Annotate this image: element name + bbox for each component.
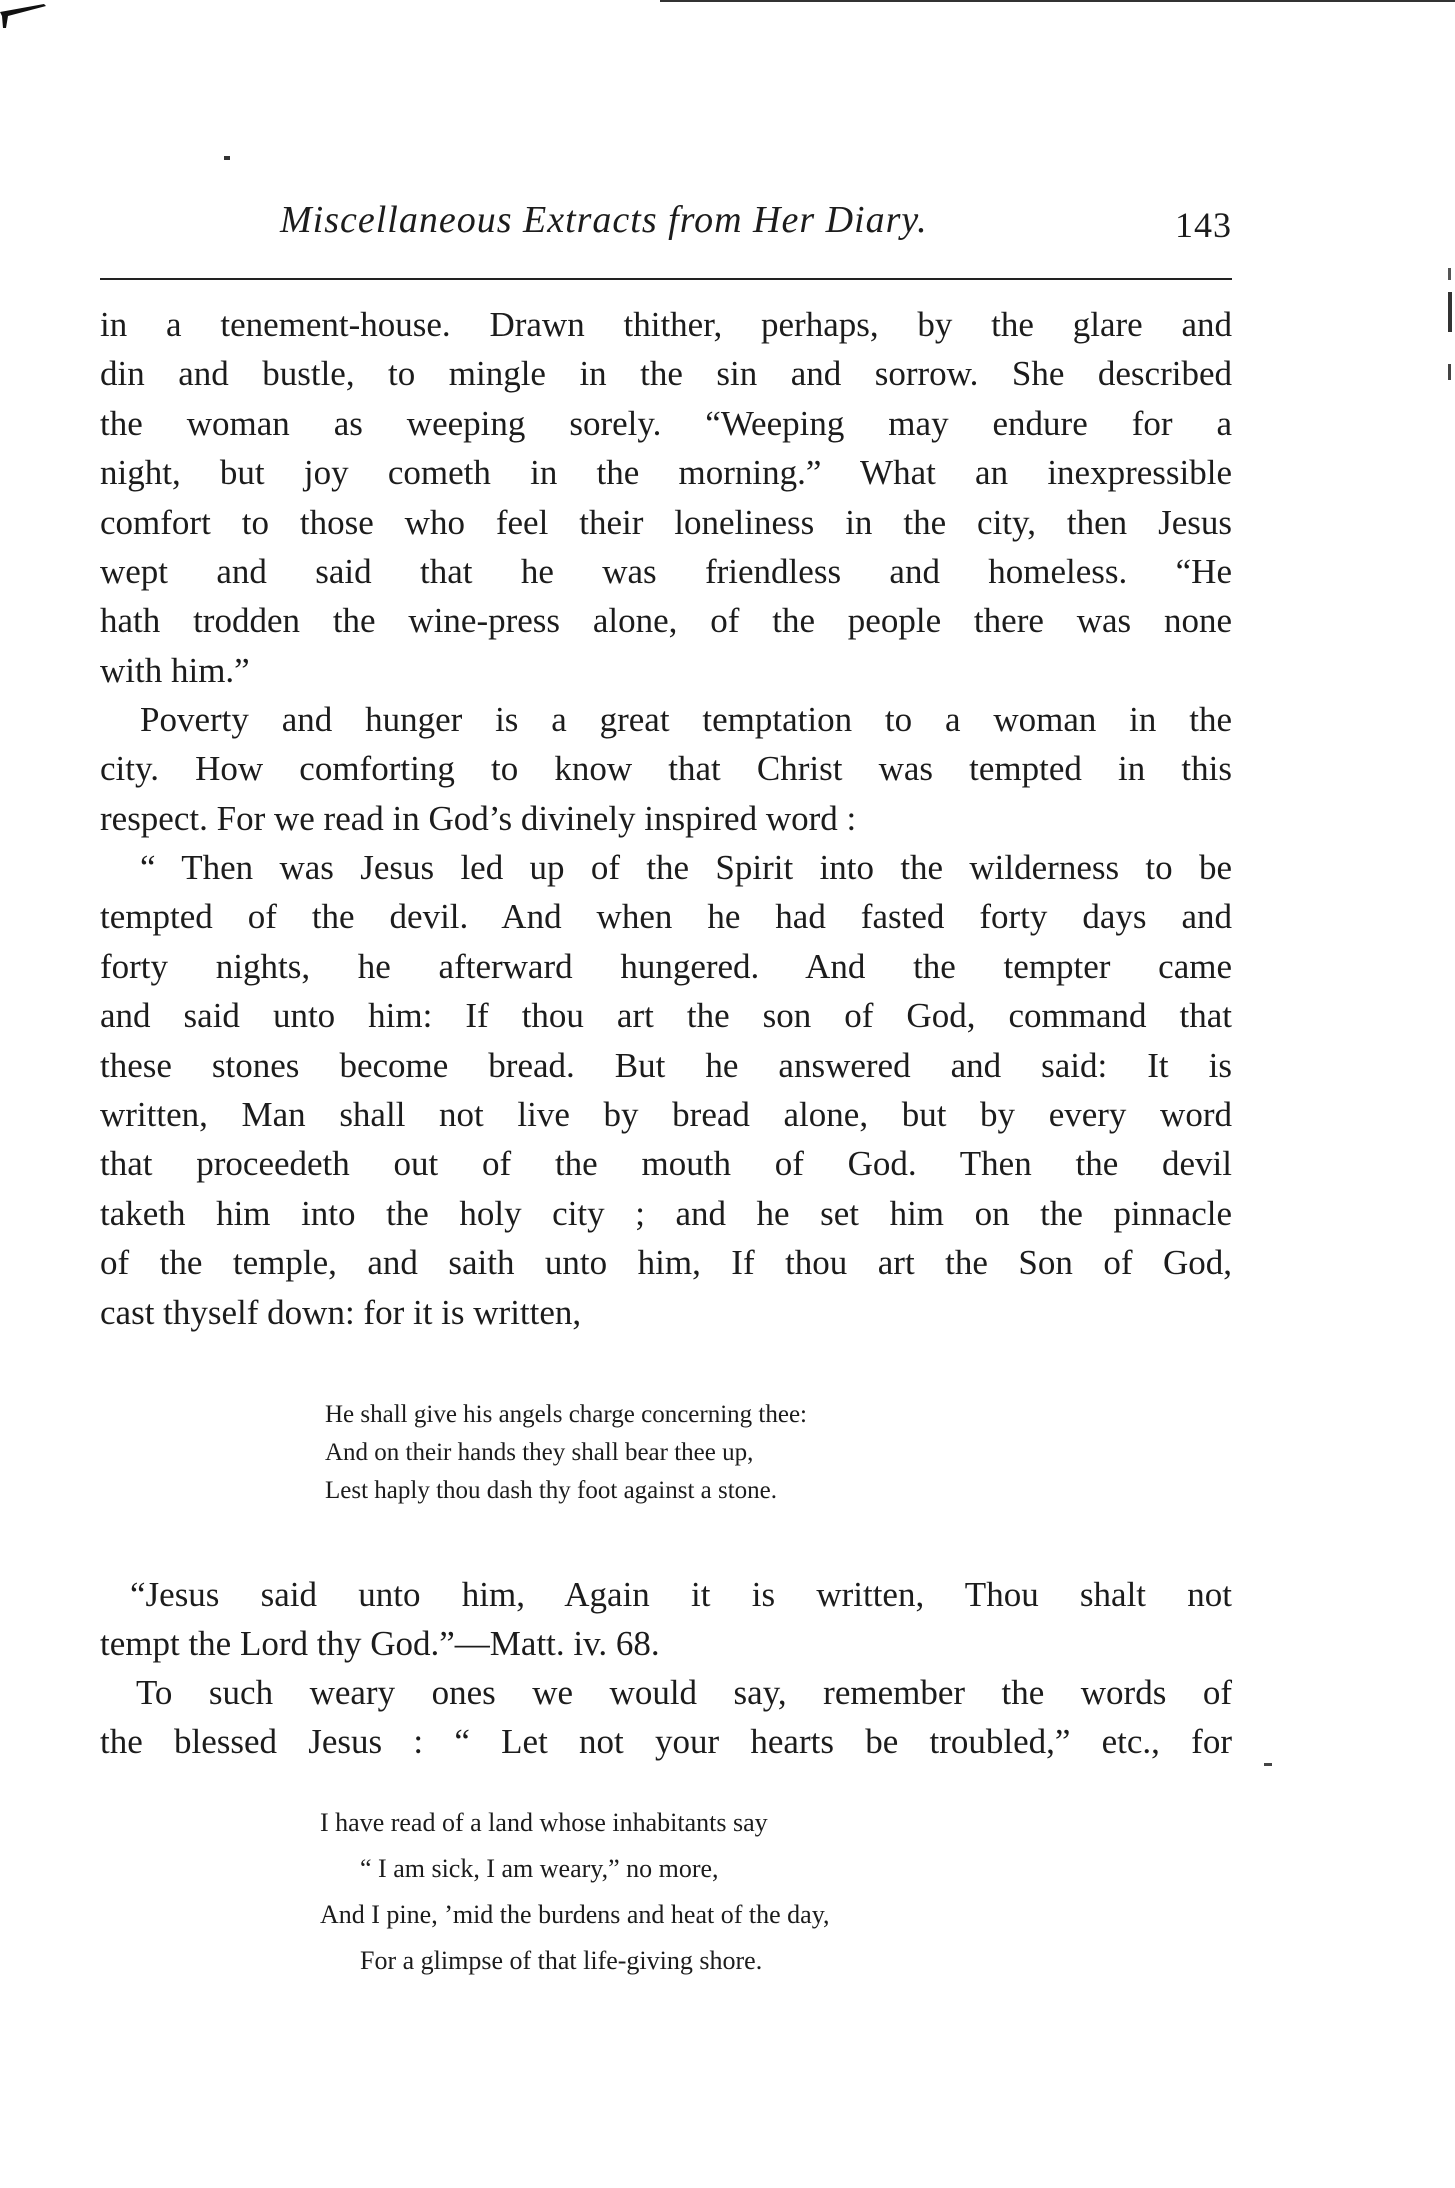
text-line: comfort to those who feel their loneliness in the city, then Jesus — [100, 502, 1232, 542]
text-line: wept and said that he was friendless and homeless. “He — [100, 551, 1232, 591]
text-line: “Jesus said unto him, Again it is written, Thou shalt not — [130, 1575, 1232, 1614]
text-line: To such weary ones we would say, remember the words of — [136, 1673, 1232, 1712]
paragraph-temptation — [100, 843, 1232, 1337]
text-line: that proceedeth out of the mouth of God. Then the devil — [100, 1144, 1232, 1184]
text-line: night, but joy cometh in the morning.” What an inexpressible — [100, 453, 1232, 493]
paragraph-jesus-said — [100, 1570, 1232, 1669]
stray-ink-mark — [1264, 1763, 1272, 1766]
text-line: of the temple, and saith unto him, If thou art the Son of God, — [100, 1243, 1232, 1283]
text-line: these stones become bread. But he answered and said: It is — [100, 1045, 1232, 1085]
stray-ink-mark — [224, 156, 230, 160]
text-line: the woman as weeping sorely. “Weeping may endure for a — [100, 403, 1232, 443]
text-line: in a tenement-house. Drawn thither, perhaps, by the glare and — [100, 305, 1232, 344]
text-line: taketh him into the holy city ; and he set him on the pinnacle — [100, 1193, 1232, 1233]
top-edge-rule — [660, 0, 1455, 2]
text-line: the blessed Jesus : “ Let not your hearts be troubled,” etc., for — [100, 1722, 1232, 1762]
page-number: 143 — [1175, 205, 1232, 245]
text-line: hath trodden the wine-press alone, of the people there was none — [100, 601, 1232, 641]
text-line: din and bustle, to mingle in the sin and sorrow. She described — [100, 354, 1232, 394]
running-title: Miscellaneous Extracts from Her Diary. — [280, 199, 928, 241]
text-line: with him.” — [100, 650, 250, 690]
text-line: tempted of the devil. And when he had fasted forty days and — [100, 897, 1232, 937]
running-head — [100, 198, 1232, 256]
paragraph-poverty — [100, 695, 1232, 843]
verse-line: Lest haply thou dash thy foot against a stone. — [325, 1477, 778, 1504]
margin-ink-marks — [1447, 268, 1453, 388]
text-line: and said unto him: If thou art the son of God, command that — [100, 996, 1232, 1036]
corner-ink-mark — [0, 0, 50, 30]
paragraph-weary-ones — [100, 1668, 1232, 1767]
text-line: Poverty and hunger is a great temptation to a woman in the — [140, 700, 1232, 739]
text-line: forty nights, he afterward hungered. And the tempter came — [100, 946, 1232, 986]
text-line: tempt the Lord thy God.”—Matt. iv. 68. — [100, 1624, 660, 1664]
text-line: cast thyself down: for it is written, — [100, 1292, 582, 1332]
text-line: respect. For we read in God’s divinely inspired word : — [100, 798, 857, 838]
text-line: “ Then was Jesus led up of the Spirit into the wilderness to be — [140, 848, 1232, 887]
verse-line: And on their hands they shall bear thee up, — [325, 1439, 754, 1466]
verse-line: “ I am sick, I am weary,” no more, — [360, 1854, 719, 1883]
verse-line: He shall give his angels charge concerning thee: — [325, 1401, 808, 1428]
text-line: written, Man shall not live by bread alone, but by every word — [100, 1094, 1232, 1134]
verse-line: For a glimpse of that life-giving shore. — [360, 1946, 763, 1975]
text-line: city. How comforting to know that Christ was tempted in this — [100, 749, 1232, 789]
verse-angels — [325, 1396, 807, 1510]
paragraph-tenement — [100, 300, 1232, 695]
verse-line: And I pine, ’mid the burdens and heat of the day, — [320, 1900, 830, 1929]
verse-line: I have read of a land whose inhabitants say — [320, 1808, 768, 1837]
header-rule — [100, 278, 1232, 280]
verse-land — [320, 1800, 830, 1984]
